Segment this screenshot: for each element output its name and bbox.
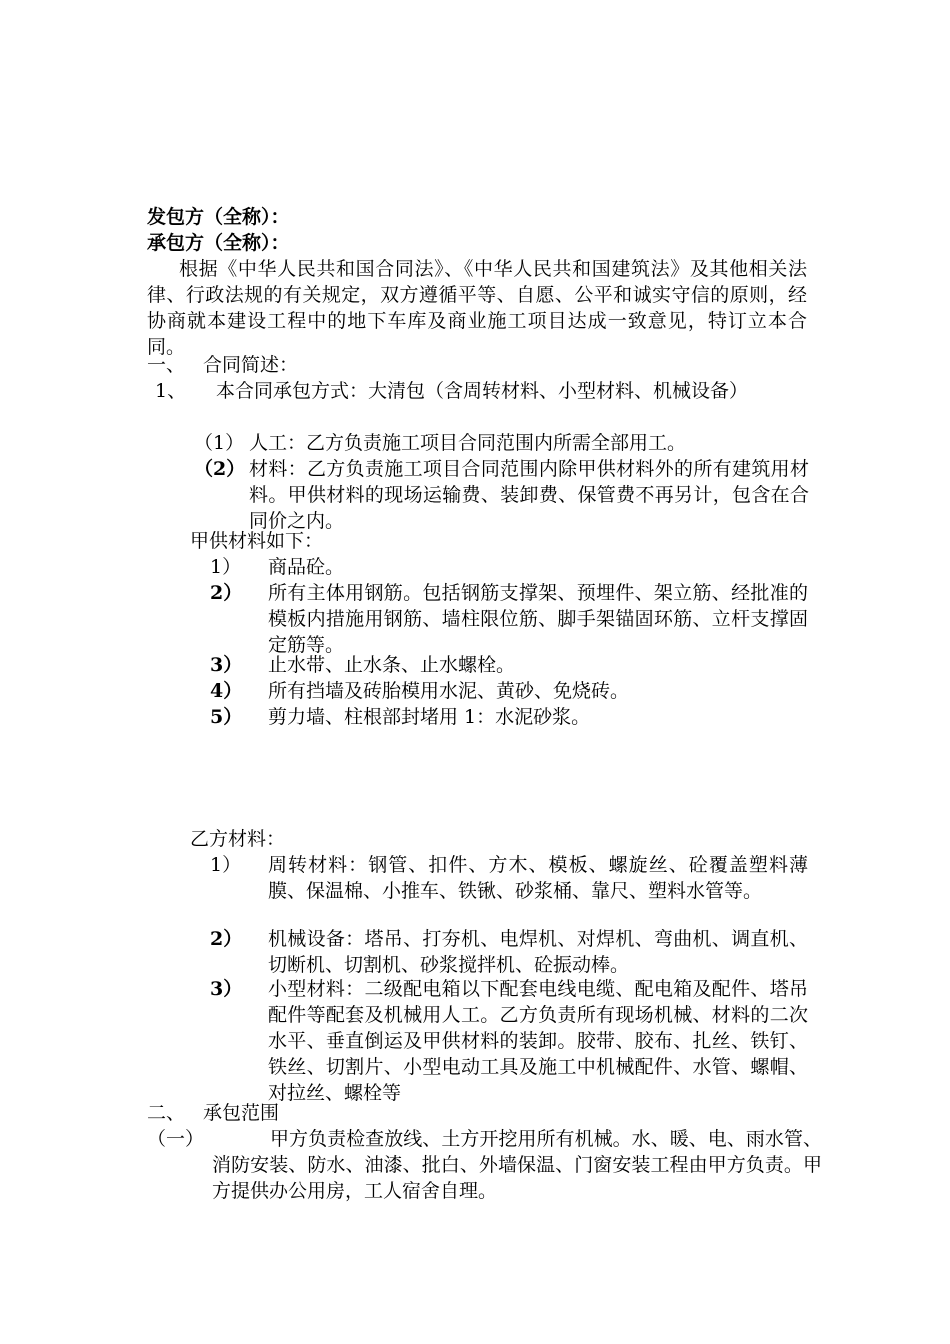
party-b-item-number: 1） (210, 854, 242, 876)
party-b-item-text: 机械设备：塔吊、打夯机、电焊机、对焊机、弯曲机、调直机、切断机、切割机、砂浆搅拌机、砼振动棒。 (268, 928, 808, 976)
owner-item-text: 所有挡墙及砖胎模用水泥、黄砂、免烧砖。 (268, 680, 630, 702)
owner-item-text: 所有主体用钢筋。包括钢筋支撑架、预埋件、架立筋、经批准的模板内措施用钢筋、墙柱限位筋、脚手架锚固环筋、立杆支撑固定筋等。 (268, 582, 808, 656)
section2-title: 承包范围 (203, 1102, 280, 1124)
owner-item-number: 2） (210, 582, 243, 604)
section1-title: 合同简述： (203, 354, 299, 376)
contractor-label: 承包方（全称）： (147, 232, 290, 254)
owner-item-number: 4） (210, 680, 243, 702)
labor-number: （1） (194, 432, 245, 454)
section2-item1-text: 甲方负责检查放线、土方开挖用所有机械。水、暖、电、雨水管、消防安装、防水、油漆、批白、外墙保温、门窗安装工程由甲方负责。甲方提供办公用房，工人宿舍自理。 (212, 1128, 822, 1202)
party-b-item-number: 3） (210, 978, 243, 1000)
owner-item-text: 商品砼。 (268, 556, 345, 578)
party-b-item-text: 小型材料：二级配电箱以下配套电线电缆、配电箱及配件、塔吊配件等配套及机械用人工。乙方负责所有现场机械、材料的二次水平、垂直倒运及甲供材料的装卸。胶带、胶布、扎丝、铁钉、铁丝、切割片、小型电动工具及施工中机械配件、水管、螺帽、对拉丝、螺栓等 (268, 978, 808, 1104)
materials-number: （2） (194, 458, 246, 480)
owner-item-number: 5） (210, 706, 243, 728)
section1-number: 一、 (147, 354, 186, 376)
section2-item1-number: （一） (147, 1128, 205, 1150)
preamble-paragraph: 根据《中华人民共和国合同法》、《中华人民共和国建筑法》及其他相关法律、行政法规的有关规定，双方遵循平等、自愿、公平和诚实守信的原则，经协商就本建设工程中的地下车库及商业施工项目达成一致意见，特订立本合同。 (147, 258, 807, 358)
party-b-item-text: 周转材料：钢管、扣件、方木、模板、螺旋丝、砼覆盖塑料薄膜、保温棉、小推车、铁锹、砂浆桶、靠尺、塑料水管等。 (268, 854, 808, 902)
labor-text: 人工：乙方负责施工项目合同范围内所需全部用工。 (249, 432, 687, 454)
employer-label: 发包方（全称）： (147, 206, 290, 228)
item1-number: 1、 (155, 380, 187, 402)
materials-text: 材料：乙方负责施工项目合同范围内除甲供材料外的所有建筑用材料。甲供材料的现场运输费、装卸费、保管费不再另计，包含在合同价之内。 (249, 458, 809, 532)
owner-item-text: 止水带、止水条、止水螺栓。 (268, 654, 516, 676)
party-b-item-number: 2） (210, 928, 243, 950)
owner-item-text: 剪力墙、柱根部封堵用 1：水泥砂浆。 (268, 706, 591, 728)
owner-item-number: 3） (210, 654, 243, 676)
section2-number: 二、 (147, 1102, 186, 1124)
owner-supplied-heading: 甲供材料如下： (190, 530, 324, 552)
item1-text: 本合同承包方式：大清包（含周转材料、小型材料、机械设备） (216, 380, 749, 402)
owner-item-number: 1） (210, 556, 242, 578)
party-b-heading: 乙方材料： (190, 828, 286, 850)
